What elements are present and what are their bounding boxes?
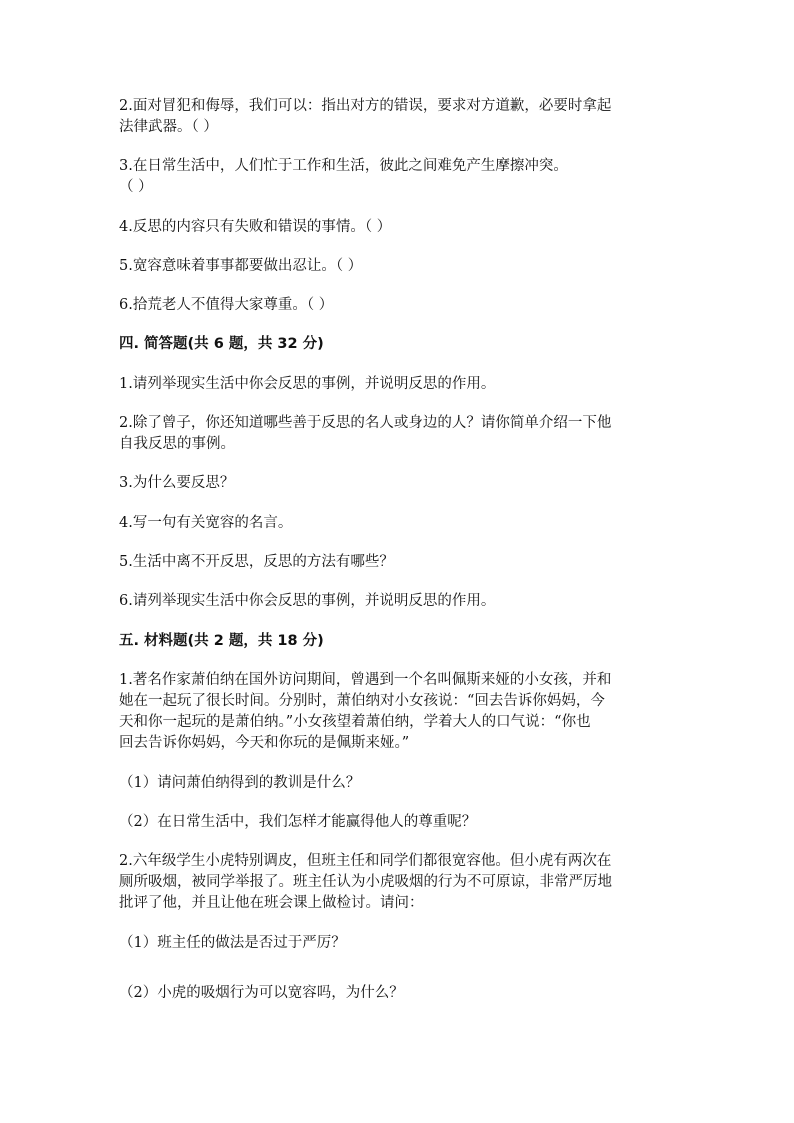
tf-question-2-line-2: 法律武器。（ ） [119,119,218,135]
tf-question-3-line-2: （ ） [119,179,153,195]
tf-question-4: 4.反思的内容只有失败和错误的事情。（ ） [119,219,392,235]
section-5-heading: 五. 材料题(共 2 题，共 18 分) [119,633,324,649]
tf-question-3-line-1: 3.在日常生活中，人们忙于工作和生活，彼此之间难免产生摩擦冲突。 [119,158,568,174]
material-2-sub-question-1: （1）班主任的做法是否过于严厉？ [119,935,346,951]
material-1-sub-question-2: （2）在日常生活中，我们怎样才能赢得他人的尊重呢？ [119,814,477,830]
short-question-6: 6.请列举现实生活中你会反思的事例，并说明反思的作用。 [119,593,496,609]
short-question-3: 3.为什么要反思？ [119,475,235,491]
tf-question-2-line-1: 2.面对冒犯和侮辱，我们可以：指出对方的错误，要求对方道歉，必要时拿起 [119,98,612,114]
tf-question-5: 5.宽容意味着事事都要做出忍让。（ ） [119,258,363,274]
short-question-2-line-2: 自我反思的事例。 [119,436,235,452]
material-2-line: 厕所吸烟，被同学举报了。班主任认为小虎吸烟的行为不可原谅，非常严厉地 [119,874,612,890]
tf-question-6: 6.拾荒老人不值得大家尊重。（ ） [119,297,334,313]
material-1-line: 她在一起玩了很长时间。分别时，萧伯纳对小女孩说：“回去告诉你妈妈，今 [119,693,605,709]
material-2-sub-question-2: （2）小虎的吸烟行为可以宽容吗，为什么？ [119,985,404,1001]
section-4-heading: 四. 简答题(共 6 题，共 32 分) [119,336,324,352]
material-1-line: 回去告诉你妈妈，今天和你玩的是佩斯来娅。” [119,735,410,751]
material-1-sub-question-1: （1）请问萧伯纳得到的教训是什么？ [119,775,361,791]
material-2-line: 2.六年级学生小虎特别调皮，但班主任和同学们都很宽容他。但小虎有两次在 [119,853,612,869]
material-2-line: 批评了他，并且让他在班会课上做检讨。请问： [119,895,424,911]
material-1-line: 天和你一起玩的是萧伯纳。”小女孩望着萧伯纳，学着大人的口气说：“你也 [119,714,591,730]
short-question-4: 4.写一句有关宽容的名言。 [119,515,293,531]
material-1-line: 1.著名作家萧伯纳在国外访问期间，曾遇到一个名叫佩斯来娅的小女孩，并和 [119,672,612,688]
short-question-5: 5.生活中离不开反思，反思的方法有哪些？ [119,554,394,570]
short-question-2-line-1: 2.除了曾子，你还知道哪些善于反思的名人或身边的人？请你简单介绍一下他 [119,415,612,431]
short-question-1: 1.请列举现实生活中你会反思的事例，并说明反思的作用。 [119,376,496,392]
